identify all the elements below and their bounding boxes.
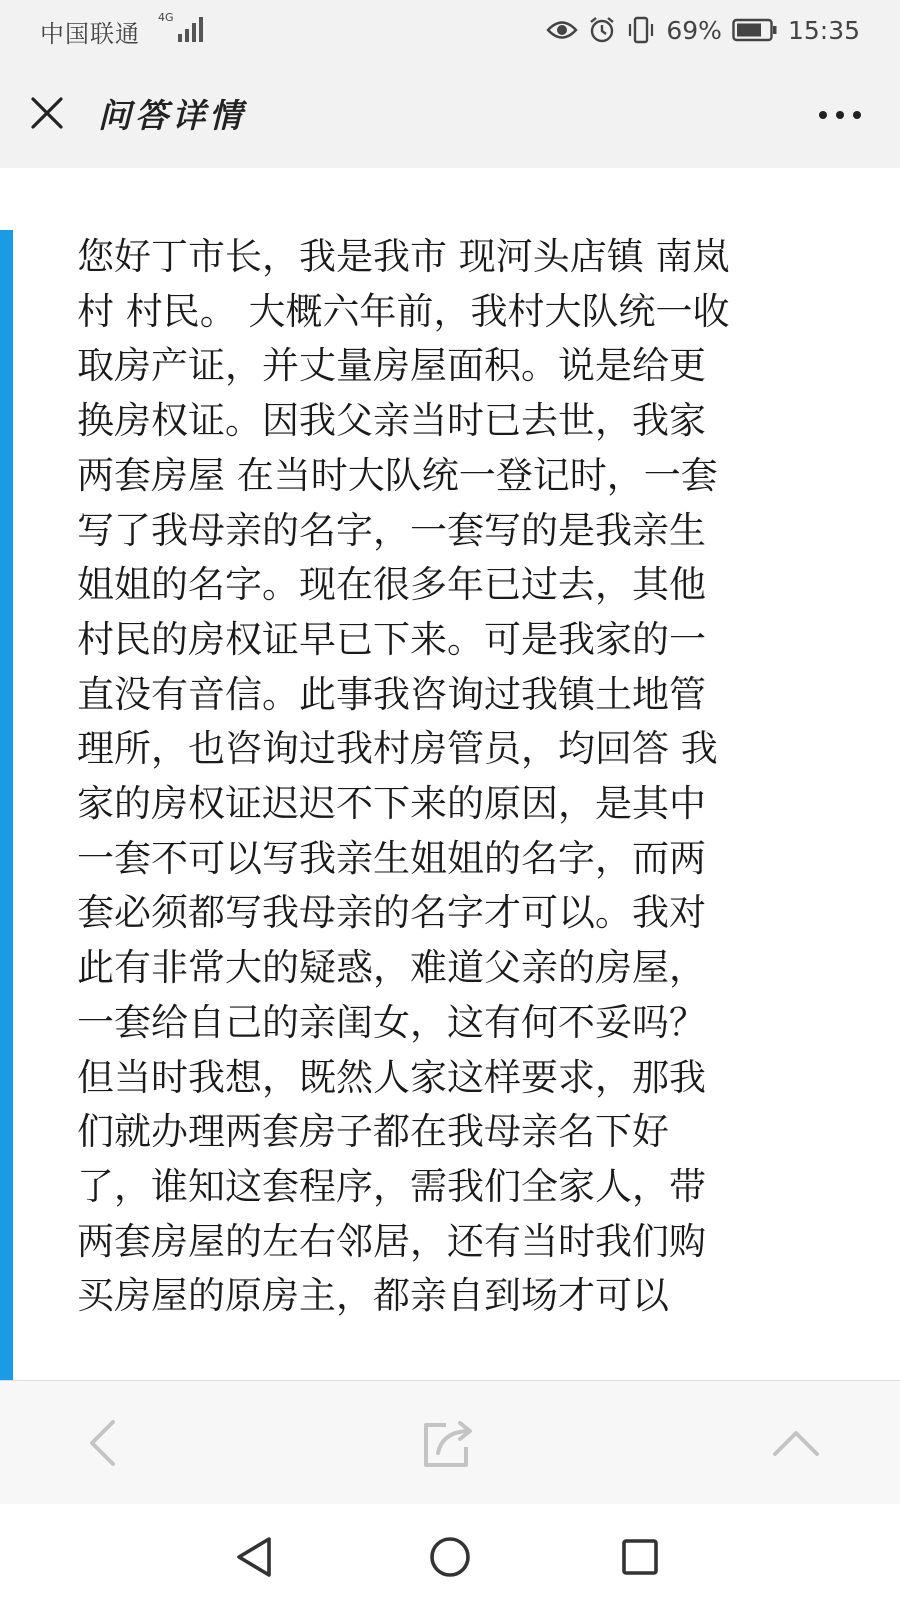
question-line: 取房产证，并丈量房屋面积。说是给更 (77, 344, 706, 388)
question-line: 您好丁市长，我是我市 现河头店镇 南岚 (77, 235, 730, 278)
square-recent-icon (620, 1537, 660, 1577)
question-line: 但当时我想，既然人家这样要求，那我 (77, 1055, 706, 1099)
app-header (0, 62, 900, 168)
nav-home-button[interactable] (410, 1522, 490, 1592)
question-content[interactable] (0, 168, 900, 1380)
question-line: 一套给自己的亲闺女，这有何不妥吗？ (77, 1000, 706, 1044)
question-line: 们就办理两套房子都在我母亲名下好 (77, 1110, 669, 1154)
status-time: 15:35 (787, 15, 860, 45)
battery-icon (732, 18, 778, 42)
more-icon (818, 110, 862, 120)
eye-icon (546, 19, 578, 41)
question-line: 两套房屋的左右邻居，还有当时我们购 (77, 1219, 706, 1263)
circle-home-icon (428, 1535, 472, 1579)
nav-back-button[interactable] (214, 1522, 294, 1592)
carrier-name: 中国联通 (40, 20, 140, 48)
nav-recent-button[interactable] (600, 1522, 680, 1592)
question-line: 直没有音信。此事我咨询过我镇土地管 (77, 672, 706, 716)
share-icon (422, 1417, 478, 1469)
question-line: 村 村民。 大概六年前，我村大队统一收 (77, 289, 730, 333)
question-body (77, 230, 827, 1324)
alarm-icon (588, 16, 616, 44)
question-line: 此有非常大的疑惑，难道父亲的房屋， (77, 946, 706, 990)
question-line: 一套不可以写我亲生姐姐的名字，而两 (77, 836, 706, 880)
status-bar (0, 0, 900, 62)
question-line: 换房权证。因我父亲当时已去世，我家 (77, 399, 706, 443)
signal-icon (176, 16, 206, 42)
more-button[interactable] (810, 90, 870, 140)
accent-bar (0, 230, 13, 1380)
vibrate-icon (626, 16, 656, 44)
triangle-back-icon (234, 1535, 274, 1579)
question-line: 村民的房权证早已下来。可是我家的一 (77, 617, 706, 661)
network-type: 4G (158, 11, 174, 24)
chevron-left-icon (87, 1419, 117, 1467)
question-line: 买房屋的原房主，都亲自到场才可以 (77, 1274, 669, 1318)
page-title: 问答详情 (98, 96, 246, 135)
question-line: 理所，也咨询过我村房管员，均回答 我 (77, 727, 718, 771)
status-right-group (546, 12, 860, 48)
close-button[interactable] (22, 88, 72, 138)
battery-percent: 69% (666, 15, 722, 45)
question-line: 了，谁知这套程序，需我们全家人，带 (77, 1164, 706, 1208)
question-line: 套必须都写我母亲的名字才可以。我对 (77, 891, 706, 935)
system-nav-bar (0, 1504, 900, 1600)
close-icon (30, 96, 64, 130)
back-button[interactable] (52, 1399, 152, 1487)
question-line: 姐姐的名字。现在很多年已过去，其他 (77, 563, 706, 607)
chevron-up-icon (772, 1428, 820, 1458)
question-line: 写了我母亲的名字，一套写的是我亲生 (77, 508, 706, 552)
share-button[interactable] (400, 1399, 500, 1487)
scroll-top-button[interactable] (746, 1399, 846, 1487)
question-line: 两套房屋 在当时大队统一登记时，一套 (77, 453, 718, 497)
browser-toolbar (0, 1380, 900, 1505)
question-line: 家的房权证迟迟不下来的原因，是其中 (77, 782, 706, 826)
